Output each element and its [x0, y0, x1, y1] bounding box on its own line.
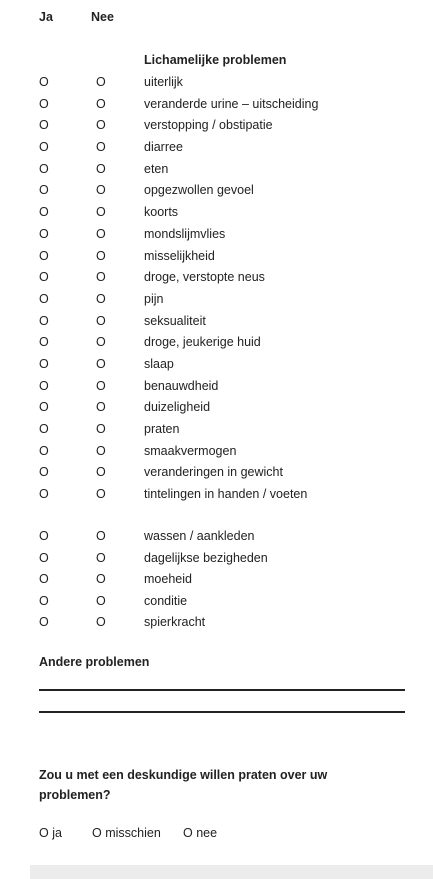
item-label: wassen / aankleden: [144, 529, 255, 543]
item-label: slaap: [144, 356, 174, 371]
section-title: Lichamelijke problemen: [144, 53, 287, 67]
option-nee[interactable]: O: [96, 335, 106, 350]
option-nee[interactable]: O: [96, 465, 106, 480]
option-ja[interactable]: O: [39, 443, 49, 458]
list-item: [0, 612, 433, 634]
list-item: [0, 441, 433, 463]
item-label: verstopping / obstipatie: [144, 118, 273, 133]
option-ja[interactable]: O: [39, 291, 49, 306]
list-item: [0, 267, 433, 289]
item-label: benauwdheid: [144, 378, 219, 393]
question-text: Zou u met een deskundige willen praten over uw problemen?: [39, 768, 328, 802]
item-label: opgezwollen gevoel: [144, 183, 254, 198]
item-label: droge, verstopte neus: [144, 270, 265, 285]
item-label: smaakvermogen: [144, 443, 237, 458]
list-item: [0, 462, 433, 484]
option-nee[interactable]: O: [96, 226, 106, 241]
problem-list-physical: [0, 72, 433, 506]
option-ja[interactable]: O: [39, 356, 49, 371]
option-ja[interactable]: O: [39, 378, 49, 393]
option-ja[interactable]: O: [39, 226, 49, 241]
option-nee[interactable]: O: [96, 529, 106, 543]
item-label: uiterlijk: [144, 75, 183, 89]
item-label: conditie: [144, 593, 188, 608]
item-label: koorts: [144, 205, 179, 220]
option-ja[interactable]: O: [39, 529, 49, 543]
option-nee[interactable]: O: [96, 487, 106, 502]
option-ja[interactable]: O: [39, 550, 49, 565]
list-item: [0, 569, 433, 591]
item-label: eten: [144, 161, 169, 176]
option-ja[interactable]: O: [39, 183, 49, 198]
option-nee[interactable]: O: [96, 118, 106, 133]
item-label: mondslijmvlies: [144, 226, 226, 241]
item-label: veranderde urine – uitscheiding: [144, 96, 319, 111]
option-ja[interactable]: O: [39, 161, 49, 176]
option-nee[interactable]: O: [96, 161, 106, 176]
option-nee[interactable]: O: [96, 313, 106, 328]
option-ja[interactable]: O: [39, 248, 49, 263]
column-header-nee: Nee: [91, 10, 114, 24]
item-label: veranderingen in gewicht: [144, 465, 283, 480]
list-item: [0, 246, 433, 268]
problem-list-functional: [0, 526, 433, 634]
option-nee[interactable]: O: [96, 270, 106, 285]
item-label: droge, jeukerige huid: [144, 335, 261, 350]
list-item: [0, 94, 433, 116]
item-label: seksualiteit: [144, 313, 206, 328]
option-ja[interactable]: O: [39, 465, 49, 480]
option-ja[interactable]: O: [39, 75, 49, 89]
option-ja[interactable]: O: [39, 140, 49, 155]
option-nee[interactable]: O: [96, 96, 106, 111]
list-item: [0, 137, 433, 159]
list-item: [0, 311, 433, 333]
list-item: [0, 224, 433, 246]
write-line[interactable]: [39, 689, 405, 691]
answer-option-misschien[interactable]: O misschien: [92, 826, 161, 840]
list-item: [0, 354, 433, 376]
list-item: [0, 591, 433, 613]
option-ja[interactable]: O: [39, 572, 49, 586]
option-nee[interactable]: O: [96, 572, 106, 586]
item-label: duizeligheid: [144, 400, 211, 415]
list-item: [0, 115, 433, 137]
option-ja[interactable]: O: [39, 270, 49, 285]
option-nee[interactable]: O: [96, 291, 106, 306]
item-label: diarree: [144, 140, 183, 155]
list-item: [0, 202, 433, 224]
column-header-ja: Ja: [39, 10, 53, 24]
footer-bar: [30, 865, 433, 879]
option-nee[interactable]: O: [96, 378, 106, 393]
answer-option-ja[interactable]: O ja: [39, 826, 62, 840]
option-nee[interactable]: O: [96, 550, 106, 565]
list-item: [0, 332, 433, 354]
option-nee[interactable]: O: [96, 75, 106, 89]
option-ja[interactable]: O: [39, 487, 49, 502]
item-label: spierkracht: [144, 615, 206, 629]
list-item: [0, 548, 433, 570]
option-nee[interactable]: O: [96, 183, 106, 198]
item-label: moeheid: [144, 572, 192, 586]
option-nee[interactable]: O: [96, 593, 106, 608]
option-nee[interactable]: O: [96, 248, 106, 263]
option-nee[interactable]: O: [96, 443, 106, 458]
other-problems-title: Andere problemen: [39, 655, 150, 669]
list-item: [0, 526, 433, 548]
item-label: dagelijkse bezigheden: [144, 550, 268, 565]
item-label: tintelingen in handen / voeten: [144, 487, 308, 502]
option-nee[interactable]: O: [96, 140, 106, 155]
list-item: [0, 180, 433, 202]
option-ja[interactable]: O: [39, 313, 49, 328]
list-item: [0, 159, 433, 181]
option-nee[interactable]: O: [96, 356, 106, 371]
list-item: [0, 397, 433, 419]
list-item: [0, 72, 433, 94]
option-nee[interactable]: O: [96, 400, 106, 415]
option-nee[interactable]: O: [96, 422, 106, 436]
list-item: [0, 289, 433, 311]
option-ja[interactable]: O: [39, 205, 49, 220]
list-item: [0, 376, 433, 398]
option-ja[interactable]: O: [39, 118, 49, 133]
answer-option-nee[interactable]: O nee: [183, 826, 218, 840]
item-label: praten: [144, 422, 180, 436]
option-ja[interactable]: O: [39, 615, 49, 629]
option-ja[interactable]: O: [39, 593, 49, 608]
list-item: [0, 419, 433, 441]
list-item: [0, 484, 433, 506]
write-line[interactable]: [39, 711, 405, 713]
option-ja[interactable]: O: [39, 400, 49, 415]
item-label: misselijkheid: [144, 248, 215, 263]
option-ja[interactable]: O: [39, 422, 49, 436]
option-nee[interactable]: O: [96, 615, 106, 629]
item-label: pijn: [144, 291, 164, 306]
option-ja[interactable]: O: [39, 96, 49, 111]
option-nee[interactable]: O: [96, 205, 106, 220]
option-ja[interactable]: O: [39, 335, 49, 350]
